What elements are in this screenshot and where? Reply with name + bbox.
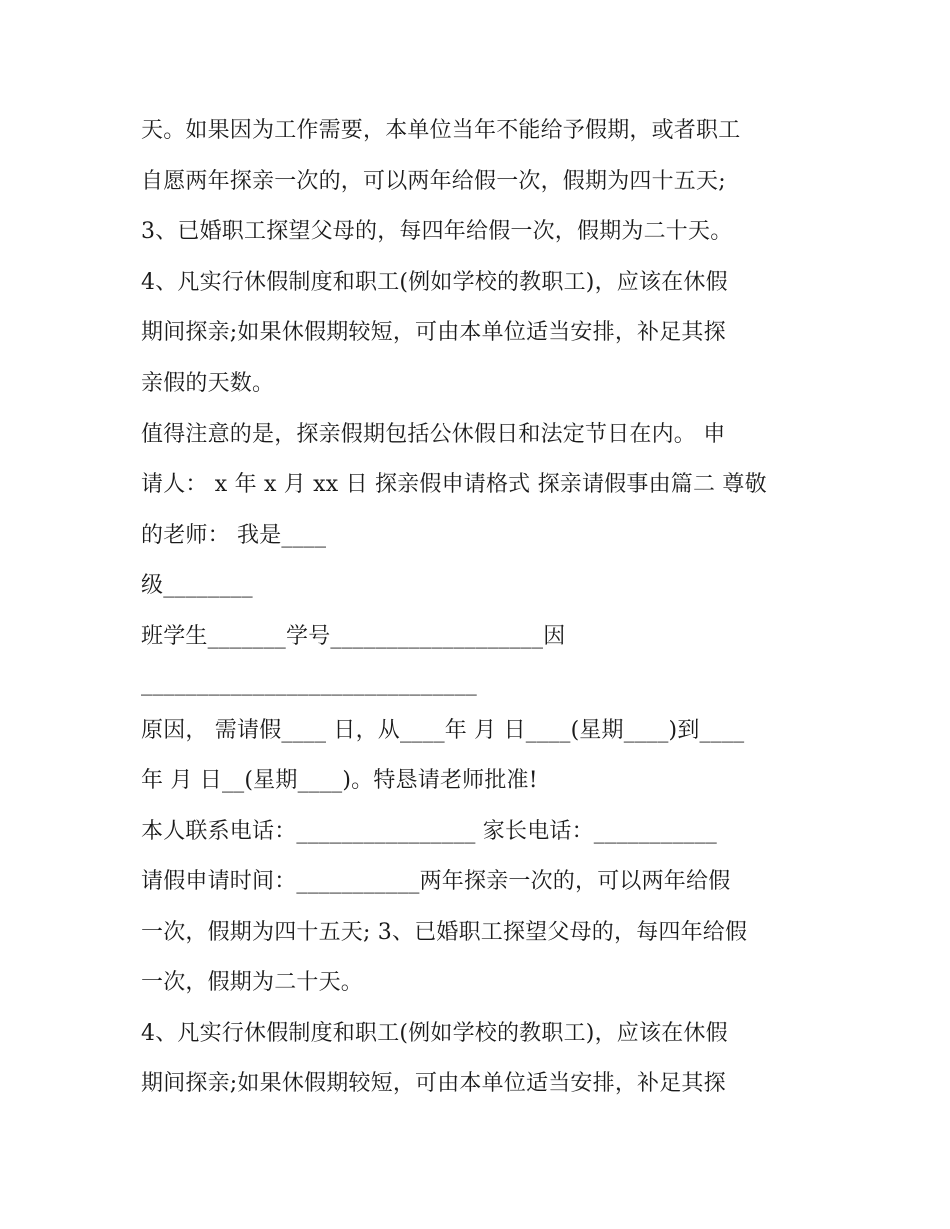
text-line-1: 天。如果因为工作需要，本单位当年不能给予假期，或者职工 [141, 118, 741, 143]
text-line-2: 自愿两年探亲一次的，可以两年给假一次，假期为四十五天; [141, 169, 726, 194]
text-line-10: 级________ [141, 573, 253, 598]
blank-underline-line: ______________________________ [141, 671, 477, 696]
text-line-20: 期间探亲;如果休假期较短，可由本单位适当安排，补足其探 [141, 1071, 726, 1096]
text-line-7: 值得注意的是，探亲假期包括公休假日和法定节日在内。 申 [141, 422, 726, 447]
text-line-14: 年 月 日__(星期____)。特恳请老师批准! [141, 768, 538, 793]
text-line-6: 亲假的天数。 [141, 371, 275, 396]
text-line-9: 的老师： 我是____ [141, 523, 327, 548]
text-line-8: 请人： x 年 x 月 xx 日 探亲假申请格式 探亲请假事由篇二 尊敬 [141, 472, 767, 497]
text-line-5: 期间探亲;如果休假期较短，可由本单位适当安排，补足其探 [141, 320, 726, 345]
text-line-19: 4、凡实行休假制度和职工(例如学校的教职工)，应该在休假 [141, 1021, 728, 1046]
text-line-16: 请假申请时间：___________两年探亲一次的，可以两年给假 [141, 869, 731, 894]
text-line-18: 一次，假期为二十天。 [141, 970, 364, 995]
text-line-15: 本人联系电话：________________ 家长电话：___________ [141, 819, 717, 844]
text-line-3: 3、已婚职工探望父母的，每四年给假一次，假期为二十天。 [141, 219, 733, 244]
text-line-13: 原因， 需请假____ 日，从____年 月 日____(星期____)到____ [141, 718, 745, 743]
text-line-4: 4、凡实行休假制度和职工(例如学校的教职工)，应该在休假 [141, 270, 728, 295]
text-line-11: 班学生_______学号___________________因 [141, 624, 566, 649]
text-line-17: 一次，假期为四十五天; 3、已婚职工探望父母的，每四年给假 [141, 920, 748, 945]
